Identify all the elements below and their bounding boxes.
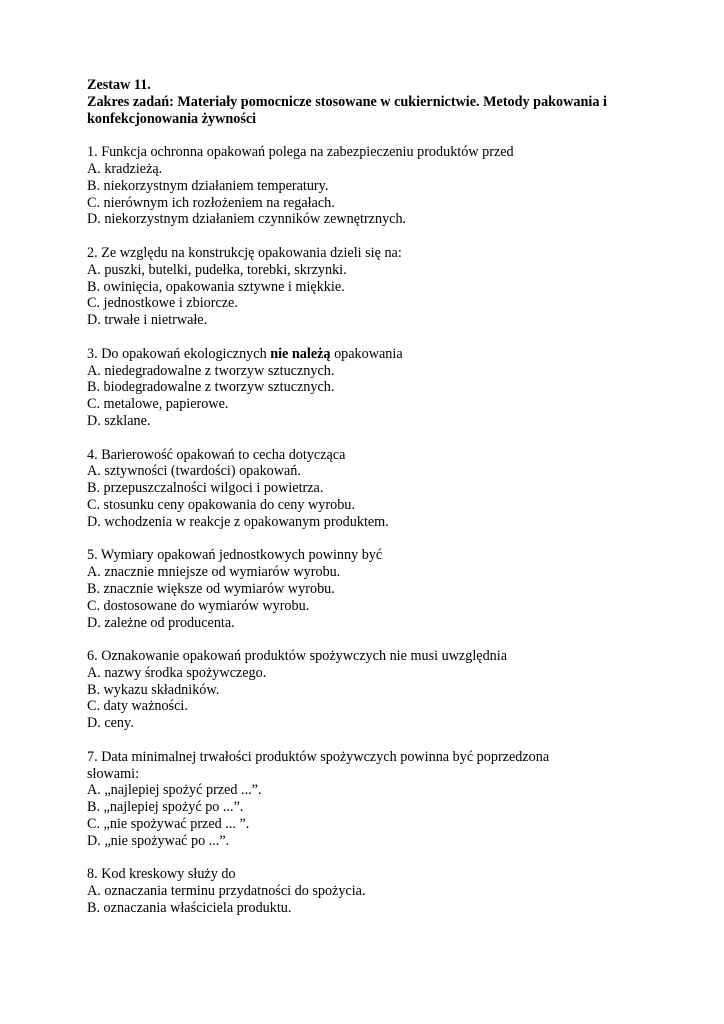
answer-option-b: B. znacznie większe od wymiarów wyrobu. <box>87 580 335 597</box>
question-text: 7. Data minimalnej trwałości produktów spożywczych powinna być poprzedzona <box>87 748 550 765</box>
answer-option-b: B. owinięcia, opakowania sztywne i miękkie. <box>87 278 345 295</box>
answer-option-c: C. jednostkowe i zbiorcze. <box>87 295 238 312</box>
answer-option-d: D. trwałe i nietrwałe. <box>87 312 208 329</box>
question-text: 1. Funkcja ochronna opakowań polega na zabezpieczeniu produktów przed <box>87 144 514 161</box>
answer-option-d: D. wchodzenia w reakcje z opakowanym produktem. <box>87 513 389 530</box>
document-page <box>87 77 647 917</box>
question-text <box>87 346 647 363</box>
question-7 <box>87 749 647 850</box>
answer-option-d: D. ceny. <box>87 715 134 732</box>
answer-option-a: A. oznaczania terminu przydatności do spożycia. <box>87 883 366 900</box>
answer-option-b: B. „najlepiej spożyć po ...”. <box>87 799 244 816</box>
answer-option-d: D. „nie spożywać po ...”. <box>87 832 230 849</box>
document-heading <box>87 77 647 127</box>
answer-option-a: A. puszki, butelki, pudełka, torebki, skrzynki. <box>87 261 347 278</box>
question-text: 2. Ze względu na konstrukcję opakowania dzieli się na: <box>87 244 402 261</box>
answer-option-c: C. stosunku ceny opakowania do ceny wyrobu. <box>87 496 355 513</box>
question-text: 4. Barierowość opakowań to cecha dotycząca <box>87 446 346 463</box>
answer-option-a: A. „najlepiej spożyć przed ...”. <box>87 782 262 799</box>
answer-option-b: B. biodegradowalne z tworzyw sztucznych. <box>87 379 335 396</box>
question-text-continued: słowami: <box>87 765 140 782</box>
answer-option-d: D. niekorzystnym działaniem czynników zewnętrznych. <box>87 211 407 228</box>
scope-line-1: Zakres zadań: Materiały pomocnicze stosowane w cukiernictwie. Metody pakowania i <box>87 93 607 110</box>
answer-option-b: B. przepuszczalności wilgoci i powietrza. <box>87 480 324 497</box>
answer-option-a: A. nazwy środka spożywczego. <box>87 664 267 681</box>
answer-option-c: C. daty ważności. <box>87 698 188 715</box>
set-title: Zestaw 11. <box>87 77 151 93</box>
question-5 <box>87 547 647 631</box>
answer-option-b: B. wykazu składników. <box>87 681 220 698</box>
answer-option-b: B. niekorzystnym działaniem temperatury. <box>87 177 329 194</box>
question-2 <box>87 245 647 329</box>
answer-option-a: A. znacznie mniejsze od wymiarów wyrobu. <box>87 564 341 581</box>
answer-option-c: C. metalowe, papierowe. <box>87 396 229 413</box>
question-text-emphasis: nie należą <box>270 345 331 362</box>
question-text-end: opakowania <box>330 345 403 362</box>
question-text: 6. Oznakowanie opakowań produktów spożywczych nie musi uwzględnia <box>87 648 507 665</box>
question-text: 8. Kod kreskowy służy do <box>87 866 236 883</box>
question-6 <box>87 648 647 732</box>
question-4 <box>87 447 647 531</box>
question-text: 5. Wymiary opakowań jednostkowych powinny być <box>87 547 383 564</box>
answer-option-c: C. „nie spożywać przed ... ”. <box>87 816 250 833</box>
answer-option-b: B. oznaczania właściciela produktu. <box>87 900 292 917</box>
answer-option-a: A. sztywności (twardości) opakowań. <box>87 463 301 480</box>
answer-option-c: C. nierównym ich rozłożeniem na regałach. <box>87 194 335 211</box>
question-text-start: 3. Do opakowań ekologicznych <box>87 345 271 362</box>
answer-option-d: D. zależne od producenta. <box>87 614 235 631</box>
scope-line-2: konfekcjonowania żywności <box>87 110 257 127</box>
answer-option-c: C. dostosowane do wymiarów wyrobu. <box>87 597 310 614</box>
question-8 <box>87 866 647 916</box>
answer-option-a: A. niedegradowalne z tworzyw sztucznych. <box>87 362 335 379</box>
question-3 <box>87 346 647 430</box>
answer-option-d: D. szklane. <box>87 412 151 429</box>
question-1 <box>87 144 647 228</box>
answer-option-a: A. kradzieżą. <box>87 160 163 177</box>
